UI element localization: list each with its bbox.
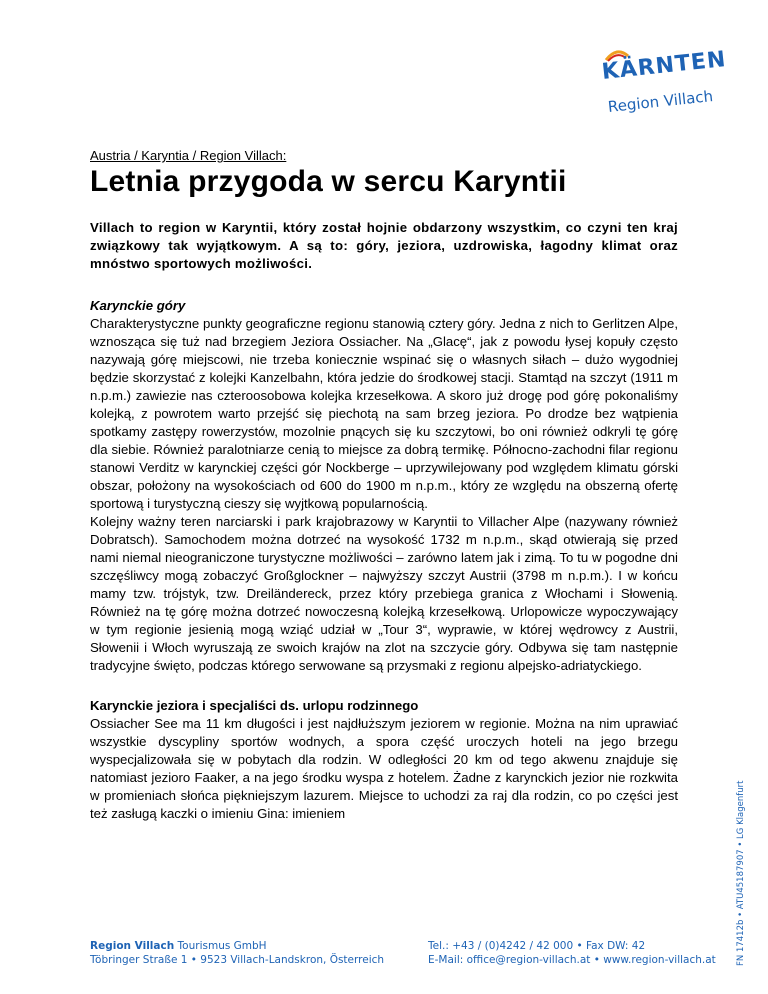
section-heading-mountains: Karynckie góry: [90, 298, 186, 313]
footer-org-suffix: Tourismus GmbH: [177, 940, 267, 952]
logo-wordmark: KÄRNTEN: [600, 47, 728, 85]
footer-phone: Tel.: +43 / (0)4242 / 42 000 • Fax DW: 42: [428, 940, 646, 952]
brand-logo: [598, 47, 728, 132]
footer-address: Töbringer Straße 1 • 9523 Villach-Landskron, Österreich: [90, 954, 385, 966]
paragraph: Kolejny ważny teren narciarski i park krajobrazowy w Karyntii to Villacher Alpe (nazywany również Dobratsch). Samochodem można dotrzeć na wysokość 1732 m n.p.m., skąd otwierają się przed nami niemal nieograniczone turystyczne możliwości – zarówno latem jak i zimą. To tu w pogodne dni szczęśliwcy mogą zobaczyć Großglockner – najwyższy szczyt Austrii (3798 m n.p.m.). I w końcu mamy tzw. trójstyk, tzw. Dreiländereck, przez który przebiega granica z Włochami i Słowenią. Również na tę górę można dotrzeć nowoczesną kolejką krzesełkową. Urlopowicze wypoczywający w tym regionie jesienią mogą wziąć udział w „Tour 3“, wyprawie, w której wędrowcy z Austrii, Słowenii i Włoch wyruszają ze swoich krajów na zlot na szczycie góry. Odbywa się tam następnie tradycyjne święto, podczas którego serwowane są przysmaki z regionu alpejsko-adriatyckiego.: [90, 514, 678, 673]
section-heading-lakes: Karynckie jeziora i specjaliści ds. urlopu rodzinnego: [90, 698, 419, 713]
footer-org-name: Region Villach: [90, 940, 175, 952]
lead-paragraph: Villach to region w Karyntii, który został hojnie obdarzony wszystkim, co czyni ten kraj związkowy tak wyjątkowym. A są to: góry, jeziora, uzdrowiska, łagodny klimat oraz mnóstwo sportowych możliwości.: [90, 220, 678, 271]
page-title: Letnia przygoda w sercu Karyntii: [90, 165, 567, 198]
breadcrumb: Austria / Karyntia / Region Villach:: [90, 148, 287, 163]
paragraph: Charakterystyczne punkty geograficzne regionu stanowią cztery góry. Jedna z nich to Gerlitzen Alpe, wznosząca się tuż nad brzegiem Jeziora Ossiacher. Na „Glacę“, jak z powodu łysej kopuły często nazywają górę miejscowi, nie trzeba koniecznie wspinać się o własnych siłach – dużo wygodniej będzie skorzystać z kolejki Kanzelbahn, która jedzie do środkowej stacji. Stamtąd na szczyt (1911 m n.p.m.) zawiezie nas czteroosobowa kolejka krzesełkowa. A skoro już drogę pod górę pokonaliśmy kolejką, z powrotem warto przejść się piechotą na sam brzeg jeziora. Po drodze bez wątpienia spotkamy zastępy rowerzystów, mozolnie pnących się ku szczytowi, bo oni również odkryli tę górę dla siebie. Również paralotniarze cenią to miejsce za dobrą termikę. Północno-zachodni filar regionu stanowi Verditz w karynckiej części gór Nockberge – uprzywilejowany pod względem klimatu górski obszar, położony na wysokościach od 600 do 1900 m n.p.m., który ze względu na obszerną ofertę sportową i turystyczną cieszy się wyjtkową popularnością.: [90, 316, 678, 511]
footer-email-web: E-Mail: office@region-villach.at • www.region-villach.at: [428, 954, 716, 966]
logo-subtitle: Region Villach: [607, 87, 714, 116]
article-body: [90, 219, 678, 823]
side-registration-text: FN 17412b • ATU45187907 • LG Klagenfurt: [736, 780, 746, 966]
footer-contact-block: [428, 939, 716, 967]
footer-address-block: [90, 939, 384, 967]
paragraph: Ossiacher See ma 11 km długości i jest najdłuższym jeziorem w regionie. Można na nim uprawiać wszystkie dyscypliny sportów wodnych, a spora część uroczych hoteli na jego brzegu wyspecjalizowała się w pobytach dla rodzin. W odległości 20 km od tego akwenu znajduje się natomiast jezioro Faaker, a na jego środku wyspa z hotelem. Żadne z karynckich jezior nie rozkwita w promieniach słońca piękniejszym lazurem. Miejsce to uchodzi za raj dla rodzin, co po części jest też zasługą kaczki o imieniu Gina: imieniem: [90, 716, 678, 821]
